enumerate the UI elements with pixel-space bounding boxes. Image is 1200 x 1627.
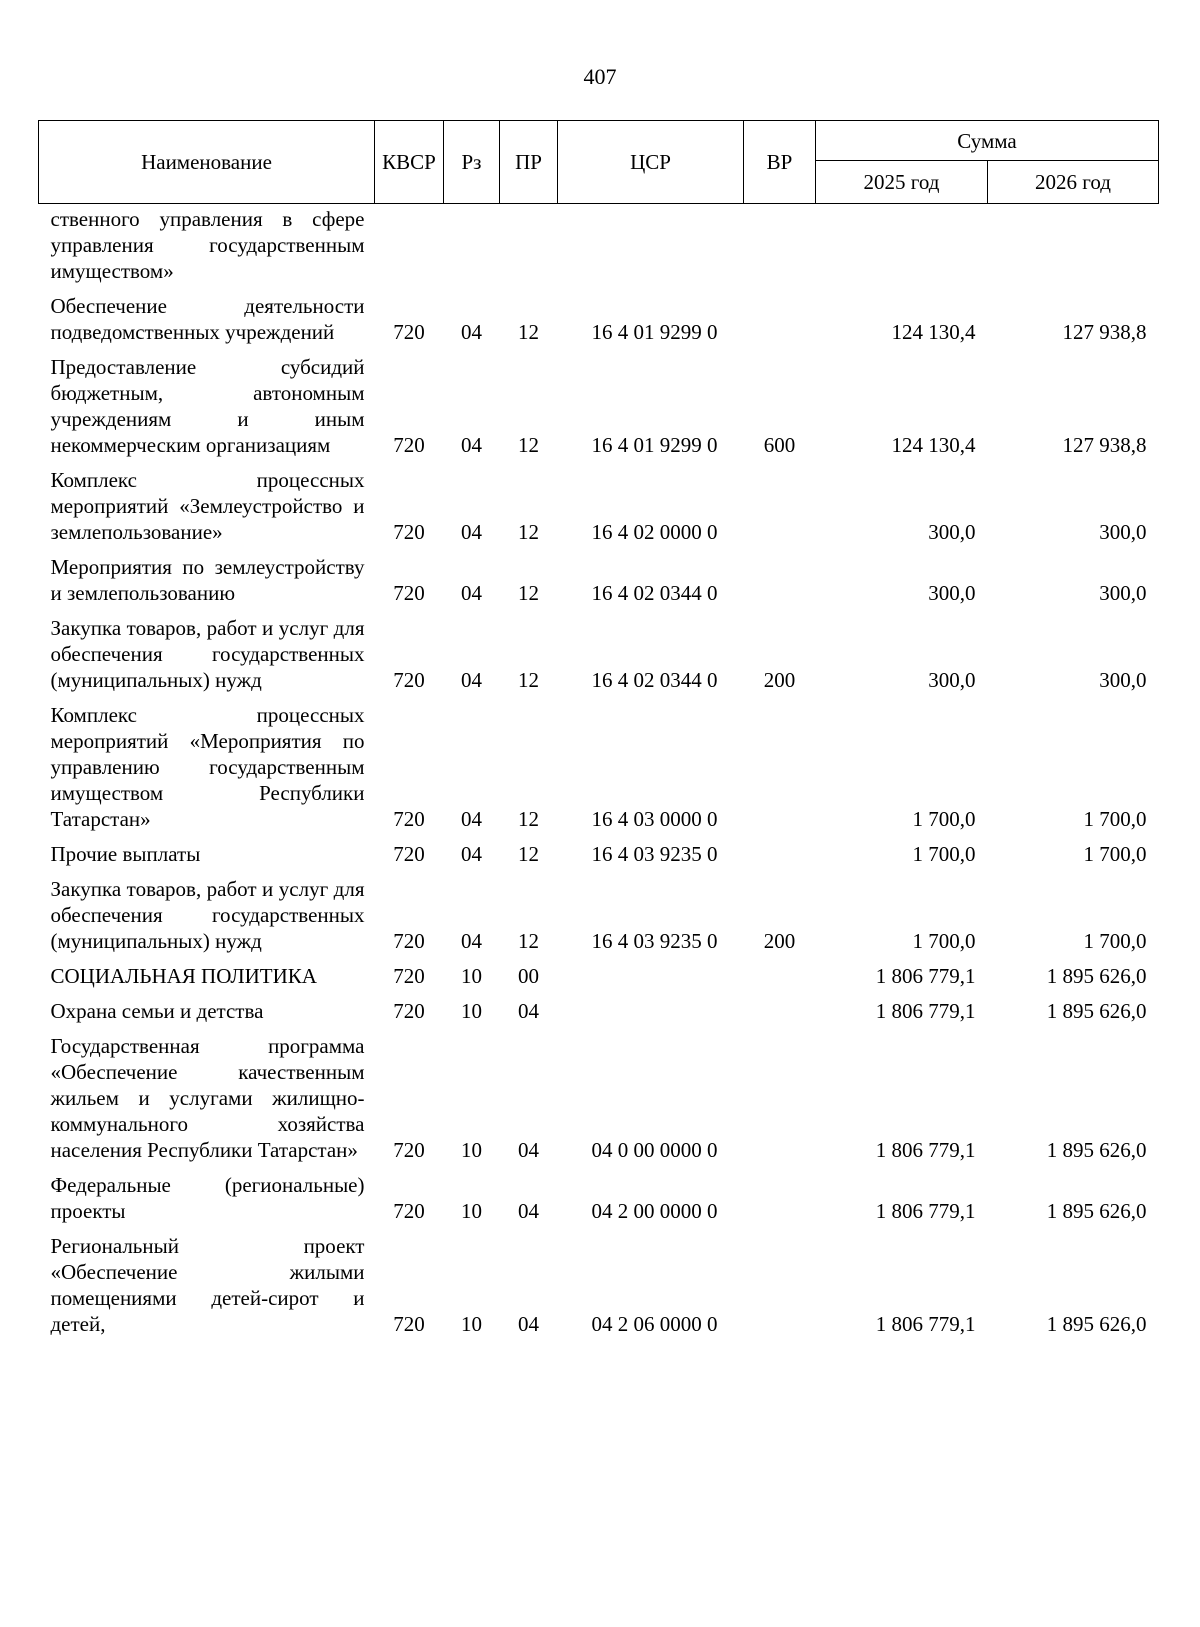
row-sum-2025: 300,0: [928, 520, 976, 544]
row-name: Федеральные (региональные) проекты: [50, 1173, 365, 1223]
table-row: [39, 354, 1159, 467]
row-vr: 200: [763, 668, 796, 692]
row-sum-2025: 1 700,0: [912, 807, 976, 831]
row-csr: [558, 204, 744, 294]
row-sum-2025: 300,0: [928, 581, 976, 605]
row-pr: 12: [518, 433, 539, 457]
row-name: Закупка товаров, работ и услуг для обеспечения государственных (муниципальных) нужд: [50, 877, 365, 953]
row-sum-2026: [988, 204, 1159, 294]
budget-table: [38, 120, 1159, 1346]
row-sum-2026: 1 895 626,0: [1046, 964, 1147, 988]
row-sum-2025: 1 806 779,1: [875, 1138, 976, 1162]
row-vr: [744, 204, 816, 294]
table-row: [39, 1033, 1159, 1172]
row-csr: 16 4 02 0000 0: [591, 520, 718, 544]
row-rz: 04: [461, 320, 482, 344]
row-rz: 04: [461, 668, 482, 692]
table-header: [39, 121, 1159, 204]
row-kvsr: 720: [393, 1312, 425, 1336]
row-sum-2026: 300,0: [1099, 520, 1147, 544]
row-rz: 04: [461, 807, 482, 831]
row-csr: 16 4 03 9235 0: [591, 842, 718, 866]
row-sum-2026: 1 895 626,0: [1046, 1138, 1147, 1162]
row-vr: [744, 702, 816, 841]
row-sum-2026: 1 700,0: [1083, 842, 1147, 866]
row-sum-2026: 1 700,0: [1083, 807, 1147, 831]
row-csr: 16 4 01 9299 0: [591, 320, 718, 344]
row-name: Прочие выплаты: [50, 842, 201, 866]
row-sum-2025: [816, 204, 988, 294]
row-csr: 04 2 06 0000 0: [591, 1312, 718, 1336]
row-kvsr: 720: [393, 807, 425, 831]
header-year-2026: 2026 год: [988, 161, 1159, 204]
row-sum-2025: 1 806 779,1: [875, 964, 976, 988]
row-sum-2026: 1 895 626,0: [1046, 1199, 1147, 1223]
row-kvsr: 720: [393, 842, 425, 866]
header-pr: ПР: [500, 121, 558, 204]
row-sum-2026: 127 938,8: [1062, 320, 1147, 344]
row-sum-2025: 1 700,0: [912, 929, 976, 953]
row-rz: 04: [461, 433, 482, 457]
row-name: СОЦИАЛЬНАЯ ПОЛИТИКА: [50, 964, 317, 988]
table-row: [39, 1172, 1159, 1233]
row-sum-2025: 124 130,4: [891, 433, 976, 457]
table-row: [39, 876, 1159, 963]
row-kvsr: 720: [393, 929, 425, 953]
row-pr: 12: [518, 842, 539, 866]
header-csr: ЦСР: [558, 121, 744, 204]
row-csr: [558, 998, 744, 1033]
row-pr: 12: [518, 520, 539, 544]
header-year-2025: 2025 год: [816, 161, 988, 204]
table-row: [39, 467, 1159, 554]
table-row: [39, 204, 1159, 294]
row-rz: 10: [461, 1199, 482, 1223]
row-pr: 12: [518, 807, 539, 831]
row-vr: [744, 1233, 816, 1346]
header-kvsr: КВСР: [375, 121, 444, 204]
row-pr: 00: [518, 964, 539, 988]
row-sum-2025: 1 806 779,1: [875, 999, 976, 1023]
row-rz: 10: [461, 1312, 482, 1336]
row-sum-2025: 1 806 779,1: [875, 1199, 976, 1223]
row-pr: 04: [518, 999, 539, 1023]
row-name: Комплекс процессных мероприятий «Мероприятия по управлению государственным имуществом Республики Татарстан»: [50, 703, 365, 831]
row-vr: 600: [763, 433, 796, 457]
row-pr: [500, 204, 558, 294]
row-name: ственного управления в сфере управления государственным имуществом»: [50, 207, 365, 283]
table-row: [39, 841, 1159, 876]
row-kvsr: 720: [393, 1138, 425, 1162]
header-sum: Сумма: [816, 121, 1159, 161]
row-sum-2025: 300,0: [928, 668, 976, 692]
header-rz: Рз: [444, 121, 500, 204]
table-row: [39, 702, 1159, 841]
row-sum-2026: 1 700,0: [1083, 929, 1147, 953]
row-rz: 10: [461, 1138, 482, 1162]
row-kvsr: 720: [393, 320, 425, 344]
row-sum-2026: 1 895 626,0: [1046, 999, 1147, 1023]
row-csr: 16 4 02 0344 0: [591, 668, 718, 692]
row-rz: 04: [461, 929, 482, 953]
row-name: Охрана семьи и детства: [50, 999, 264, 1023]
row-kvsr: 720: [393, 433, 425, 457]
row-rz: 04: [461, 520, 482, 544]
row-vr: [744, 1172, 816, 1233]
row-vr: [744, 841, 816, 876]
table-row: [39, 615, 1159, 702]
table-row: [39, 998, 1159, 1033]
row-kvsr: 720: [393, 1199, 425, 1223]
row-pr: 04: [518, 1138, 539, 1162]
row-pr: 04: [518, 1312, 539, 1336]
row-rz: 04: [461, 842, 482, 866]
row-sum-2026: 127 938,8: [1062, 433, 1147, 457]
table-row: [39, 963, 1159, 998]
row-vr: [744, 963, 816, 998]
row-pr: 12: [518, 320, 539, 344]
table-row: [39, 293, 1159, 354]
row-sum-2026: 300,0: [1099, 581, 1147, 605]
row-kvsr: 720: [393, 668, 425, 692]
row-csr: 16 4 03 9235 0: [591, 929, 718, 953]
header-name: Наименование: [39, 121, 375, 204]
row-pr: 12: [518, 668, 539, 692]
row-name: Мероприятия по землеустройству и землепользованию: [50, 555, 365, 605]
row-vr: [744, 467, 816, 554]
row-kvsr: 720: [393, 999, 425, 1023]
row-rz: 10: [461, 964, 482, 988]
table-row: [39, 554, 1159, 615]
row-sum-2025: 124 130,4: [891, 320, 976, 344]
row-name: Обеспечение деятельности подведомственных учреждений: [50, 294, 365, 344]
row-csr: [558, 963, 744, 998]
row-vr: 200: [763, 929, 796, 953]
page-number: 407: [583, 64, 617, 89]
row-pr: 12: [518, 581, 539, 605]
row-sum-2025: 1 806 779,1: [875, 1312, 976, 1336]
table-body: [39, 204, 1159, 1347]
row-rz: 04: [461, 581, 482, 605]
header-vr: ВР: [744, 121, 816, 204]
row-csr: 16 4 02 0344 0: [591, 581, 718, 605]
row-kvsr: 720: [393, 581, 425, 605]
row-vr: [744, 998, 816, 1033]
table-row: [39, 1233, 1159, 1346]
row-sum-2026: 300,0: [1099, 668, 1147, 692]
row-name: Региональный проект «Обеспечение жилыми помещениями детей-сирот и детей,: [50, 1234, 365, 1336]
row-pr: 04: [518, 1199, 539, 1223]
row-kvsr: [375, 204, 444, 294]
row-csr: 04 2 00 0000 0: [591, 1199, 718, 1223]
row-csr: 04 0 00 0000 0: [591, 1138, 718, 1162]
row-sum-2026: 1 895 626,0: [1046, 1312, 1147, 1336]
row-csr: 16 4 01 9299 0: [591, 433, 718, 457]
row-kvsr: 720: [393, 964, 425, 988]
row-name: Предоставление субсидий бюджетным, автономным учреждениям и иным некоммерческим организациям: [50, 355, 365, 457]
row-vr: [744, 293, 816, 354]
row-name: Государственная программа «Обеспечение качественным жильем и услугами жилищно-коммунального хозяйства населения Республики Татарстан»: [50, 1034, 365, 1162]
row-rz: [444, 204, 500, 294]
row-kvsr: 720: [393, 520, 425, 544]
row-name: Закупка товаров, работ и услуг для обеспечения государственных (муниципальных) нужд: [50, 616, 365, 692]
row-name: Комплекс процессных мероприятий «Землеустройство и землепользование»: [50, 468, 365, 544]
row-csr: 16 4 03 0000 0: [591, 807, 718, 831]
row-vr: [744, 554, 816, 615]
row-rz: 10: [461, 999, 482, 1023]
row-sum-2025: 1 700,0: [912, 842, 976, 866]
row-pr: 12: [518, 929, 539, 953]
row-vr: [744, 1033, 816, 1172]
